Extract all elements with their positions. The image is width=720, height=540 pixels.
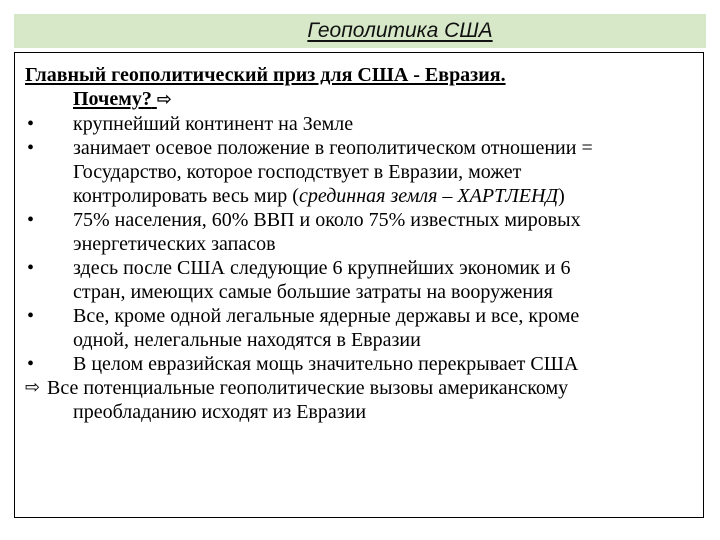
bullet-icon: • <box>27 353 35 375</box>
bullet-text-part: ) <box>558 185 565 207</box>
conclusion-text: преобладанию исходят из Евразии <box>73 401 367 423</box>
bullet-text: В целом евразийская мощь значительно перекрывает США <box>73 353 579 375</box>
list-item <box>25 136 695 208</box>
bullet-text-mixed <box>73 184 695 208</box>
list-item <box>25 256 695 304</box>
bullet-icon: • <box>27 257 35 279</box>
conclusion <box>25 376 695 424</box>
bullet-icon: • <box>27 137 35 159</box>
content-box <box>14 52 704 518</box>
heading-line-1: Главный геополитический приз для США - Евразия. <box>25 64 506 86</box>
bullet-text: Все, кроме одной легальные ядерные державы и все, кроме <box>73 305 580 327</box>
list-item <box>25 304 695 352</box>
list-item <box>25 112 695 136</box>
bullet-text: здесь после США следующие 6 крупнейших экономик и 6 <box>73 257 571 279</box>
list-item <box>25 352 695 376</box>
bullet-text: одной, нелегальные находятся в Евразии <box>73 329 421 351</box>
bullet-icon: • <box>27 113 35 135</box>
bullet-icon: • <box>27 305 35 327</box>
bullet-text-part: контролировать весь мир ( <box>73 185 299 207</box>
heartland-term: срединная земля – ХАРТЛЕНД <box>298 185 559 207</box>
bullet-text: занимает осевое положение в геополитическом отношении = <box>73 137 593 159</box>
bullet-text: стран, имеющих самые большие затраты на вооружения <box>73 281 553 303</box>
bullet-icon: • <box>27 209 35 231</box>
list-item <box>25 208 695 256</box>
right-arrow-icon: ⇨ <box>25 377 41 398</box>
title-bar <box>14 14 706 48</box>
heading-line-2 <box>25 87 695 112</box>
slide-title: Геополитика США <box>307 19 493 42</box>
heading-why: Почему? <box>73 88 152 110</box>
bullet-text: 75% населения, 60% ВВП и около 75% известных мировых <box>73 209 581 231</box>
bullet-text: крупнейший континент на Земле <box>73 113 354 135</box>
right-arrow-icon: ⇨ <box>156 89 172 110</box>
bullet-text: Государство, которое господствует в Евразии, может <box>73 161 522 183</box>
bullet-text: энергетических запасов <box>73 233 276 255</box>
conclusion-text: Все потенциальные геополитические вызовы американскому <box>47 377 569 399</box>
